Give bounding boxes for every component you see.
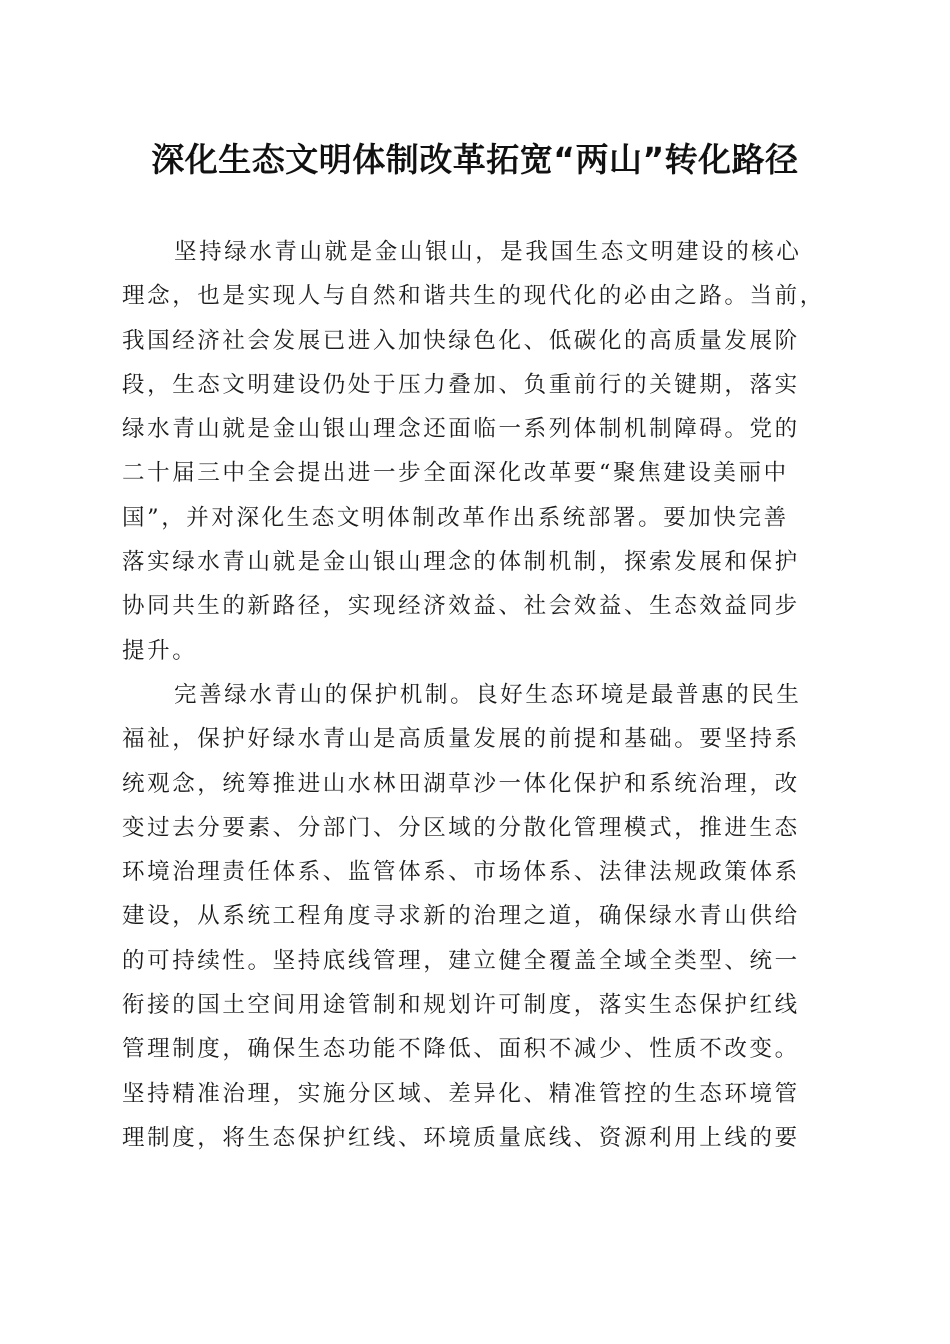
- paragraph-2: [122, 673, 824, 1160]
- paragraph-line: 协同共生的新路径，实现经济效益、社会效益、生态效益同步: [122, 593, 800, 620]
- paragraph-line: 理制度，将生态保护红线、环境质量底线、资源利用上线的要: [122, 1124, 800, 1151]
- paragraph-line: 建设，从系统工程角度寻求新的治理之道，确保绿水青山供给: [122, 903, 800, 930]
- paragraph-line: 衔接的国土空间用途管制和规划许可制度，落实生态保护红线: [122, 992, 800, 1019]
- paragraph-line: 我国经济社会发展已进入加快绿色化、低碳化的高质量发展阶: [122, 327, 800, 354]
- paragraph-line: 落实绿水青山就是金山银山理念的体制机制，探索发展和保护: [122, 549, 800, 576]
- paragraph-line: 完善绿水青山的保护机制。良好生态环境是最普惠的民生: [174, 681, 802, 708]
- paragraph-line: 坚持精准治理，实施分区域、差异化、精准管控的生态环境管: [122, 1080, 800, 1107]
- paragraph-line: 理念，也是实现人与自然和谐共生的现代化的必由之路。当前，: [122, 283, 825, 310]
- document-title: 深化生态文明体制改革拓宽“两山”转化路径: [151, 140, 799, 179]
- paragraph-line: 坚持绿水青山就是金山银山，是我国生态文明建设的核心: [174, 239, 802, 265]
- paragraph-line: 统观念，统筹推进山水林田湖草沙一体化保护和系统治理，改: [122, 770, 800, 797]
- paragraph-line: 环境治理责任体系、监管体系、市场体系、法律法规政策体系: [122, 859, 800, 886]
- paragraph-line: 国”，并对深化生态文明体制改革作出系统部署。要加快完善: [122, 504, 789, 531]
- paragraph-line: 变过去分要素、分部门、分区域的分散化管理模式，推进生态: [122, 814, 800, 841]
- paragraph-line: 管理制度，确保生态功能不降低、面积不减少、性质不改变。: [122, 1036, 800, 1063]
- paragraph-line: 福祉，保护好绿水青山是高质量发展的前提和基础。要坚持系: [122, 726, 800, 753]
- paragraph-line: 绿水青山就是金山银山理念还面临一系列体制机制障碍。党的: [122, 416, 800, 443]
- paragraph-1: [122, 230, 824, 673]
- paragraph-line: 提升。: [122, 637, 198, 664]
- document-body: [122, 230, 824, 1160]
- paragraph-line: 段，生态文明建设仍处于压力叠加、负重前行的关键期，落实: [122, 371, 800, 398]
- paragraph-line: 的可持续性。坚持底线管理，建立健全覆盖全域全类型、统一: [122, 947, 800, 974]
- paragraph-line: 二十届三中全会提出进一步全面深化改革要“聚焦建设美丽中: [122, 460, 789, 487]
